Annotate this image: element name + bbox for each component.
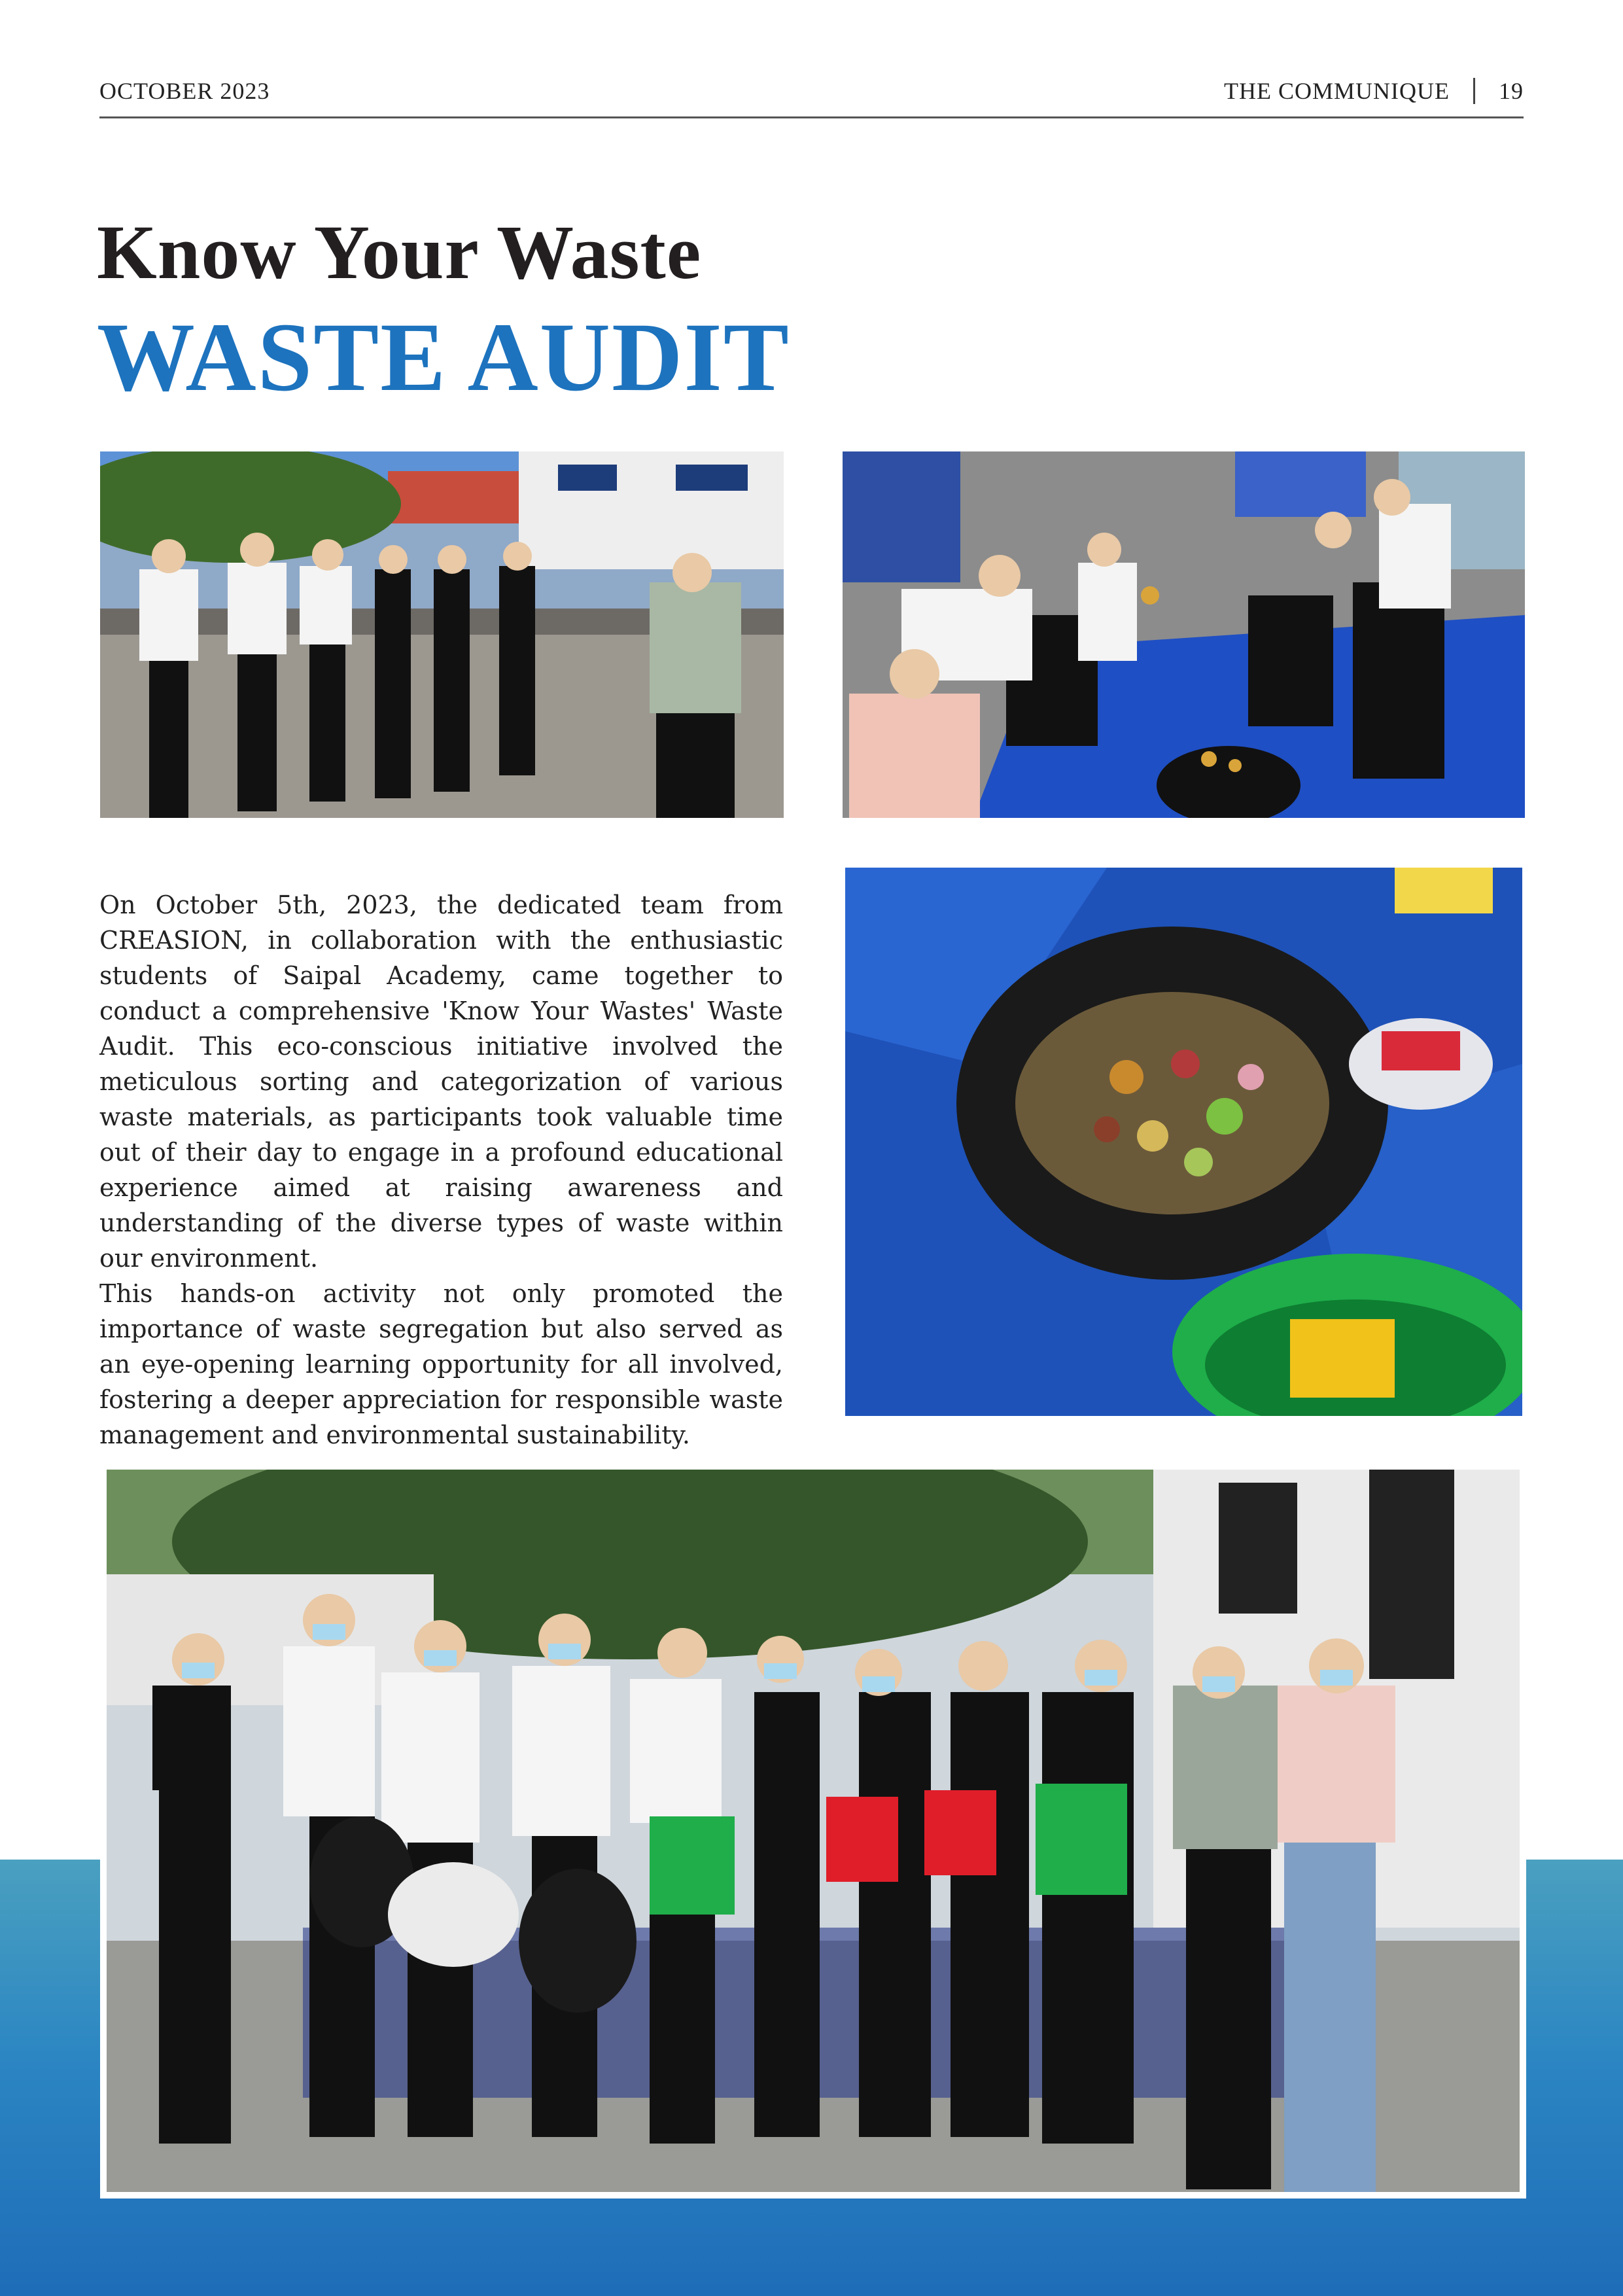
students-lineup-photo: [100, 451, 784, 818]
running-header: [1224, 77, 1524, 105]
sorting-waste-photo: [843, 451, 1525, 818]
article-title: WASTE AUDIT: [97, 303, 790, 412]
page-number: 19: [1499, 78, 1524, 104]
waste-bag-closeup-photo: [845, 868, 1522, 1416]
article-paragraph-2: This hands-on activity not only promoted the importance of waste segregation but also served as an eye-opening learning opportunity for all involved, fostering a deeper appreciation for responsible waste management and environmental sustainability.: [99, 1279, 783, 1449]
header-divider: [1473, 78, 1475, 104]
publication-name: THE COMMUNIQUE: [1224, 78, 1450, 104]
group-photo: [107, 1470, 1520, 2192]
issue-date: OCTOBER 2023: [99, 78, 270, 104]
article-kicker: Know Your Waste: [97, 209, 702, 295]
article-paragraph-1: On October 5th, 2023, the dedicated team from CREASION, in collaboration with the enthusiastic students of Saipal Academy, came together to conduct a comprehensive 'Know Your Wastes' Waste Audit. This eco-conscious initiative involved the meticulous sorting and categorization of various waste materials, as participants took valuable time out of their day to engage in a profound educational experience aimed at raising awareness and understanding of the diverse types of waste within our environment.: [99, 891, 783, 1273]
header-rule: [99, 116, 1524, 118]
